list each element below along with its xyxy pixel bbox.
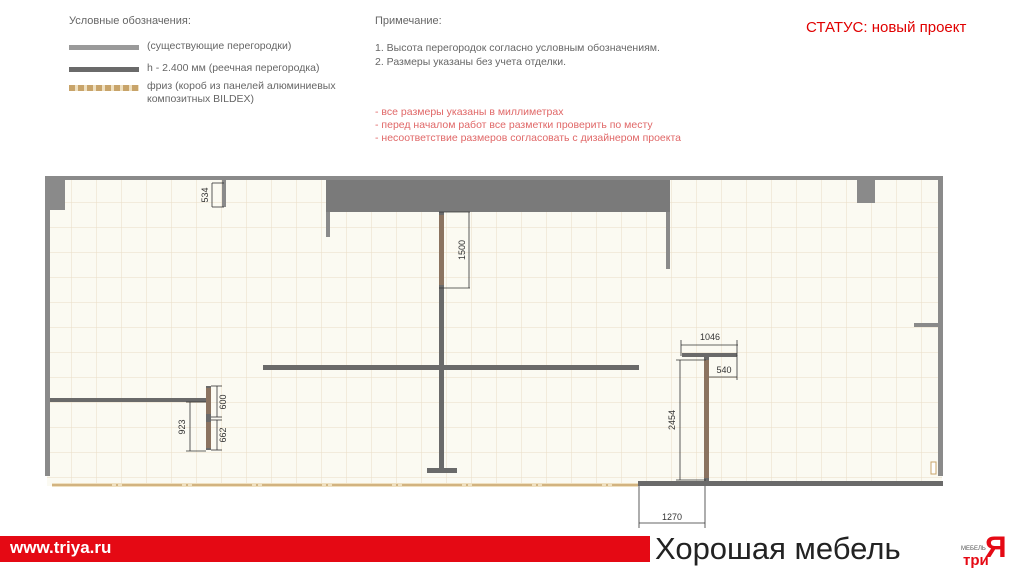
dimension-1270: 1270 (661, 512, 683, 522)
right-room-top-partition (682, 353, 737, 357)
rack-segment-left-a (206, 388, 211, 414)
warning-line: - все размеры указаны в миллиметрах (375, 106, 564, 118)
note-line: 2. Размеры указаны без учета отделки. (375, 56, 567, 68)
left-room-partition (50, 398, 210, 402)
rack-segment-top (439, 215, 444, 285)
warning-line: - несоответствие размеров согласовать с дизайнером проекта (375, 132, 682, 144)
logo-top-text: МЕБЕЛЬ (961, 546, 986, 552)
notes-title: Примечание: (375, 15, 442, 27)
column-top-left (50, 180, 65, 210)
legend-label: фриз (короб из панелей алюминиевых композитных BILDEX) (147, 80, 336, 105)
project-status: СТАТУС: новый проект (806, 19, 967, 36)
dimension-534: 534 (200, 187, 210, 203)
rack-segment-left-b (206, 422, 211, 448)
warning-line: - перед началом работ все разметки проверить по месту (375, 119, 653, 131)
logo-word: три (963, 552, 989, 569)
top-block (326, 180, 670, 212)
legend-label: (существующие перегородки) (147, 40, 292, 52)
rack-segment-right (704, 360, 709, 478)
column-top-right (857, 180, 875, 203)
dimension-923: 923 (177, 419, 187, 435)
footer-slogan: Хорошая мебель (655, 531, 901, 566)
brand-logo-icon (961, 531, 1013, 569)
wall-stub-right (914, 323, 938, 327)
legend-title: Условные обозначения: (69, 15, 191, 27)
wall-top (45, 176, 943, 180)
dimension-540: 540 (716, 365, 732, 375)
door-marker (931, 462, 936, 474)
dimension-600: 600 (218, 394, 228, 410)
wall-right (938, 176, 943, 476)
dimension-1046: 1046 (699, 332, 721, 342)
note-line: 1. Высота перегородок согласно условным обозначениям. (375, 42, 660, 54)
dimension-2454: 2454 (667, 409, 677, 431)
top-block-right-leg (666, 212, 670, 269)
wall-stub-top (222, 180, 226, 207)
dimension-1500: 1500 (457, 239, 467, 261)
partition-base (427, 468, 457, 473)
wall-left (45, 176, 50, 476)
logo-mark: Я (985, 531, 1007, 564)
legend-label: h - 2.400 мм (реечная перегородка) (147, 62, 320, 74)
floor-grid (47, 178, 942, 486)
central-horizontal-partition (263, 365, 639, 370)
dimension-662: 662 (218, 427, 228, 443)
footer-url[interactable]: www.triya.ru (10, 538, 112, 557)
wall-bottom-right (638, 481, 943, 486)
top-block-left-leg (326, 212, 330, 237)
